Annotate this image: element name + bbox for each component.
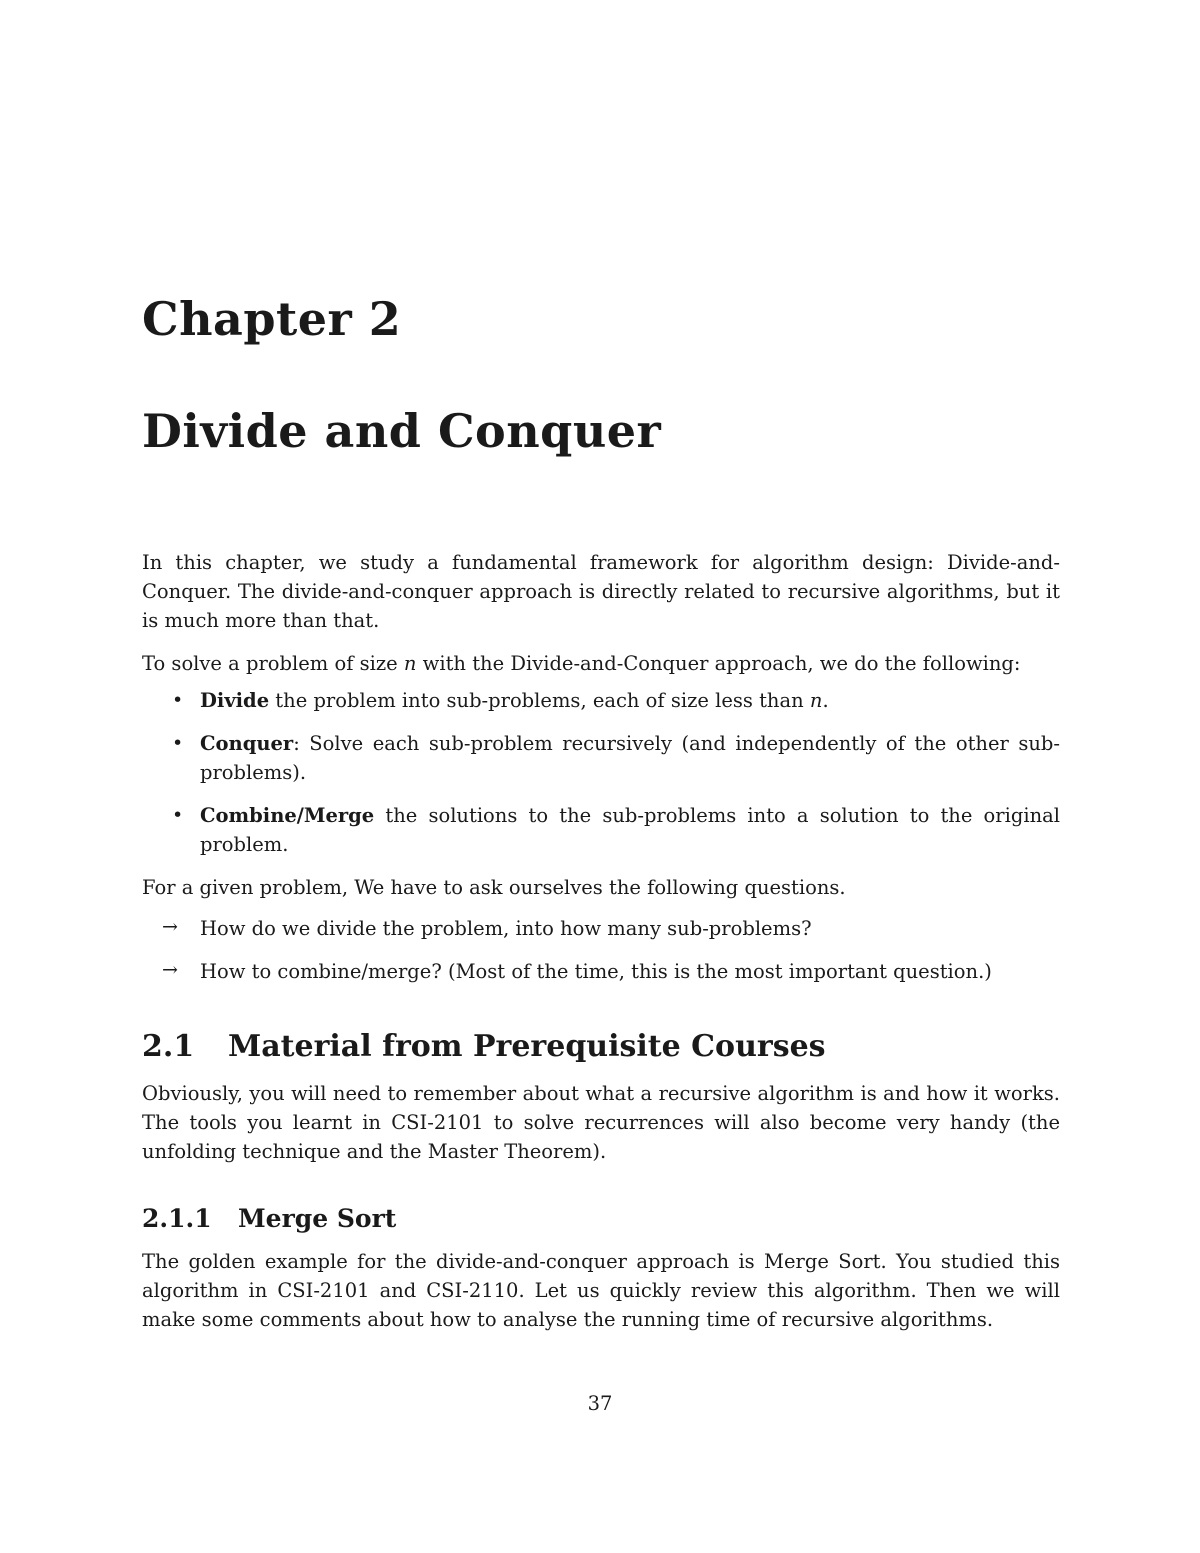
step-text: the solutions to the sub-problems into a solution to the original problem. bbox=[200, 804, 1060, 856]
bullet-icon: • bbox=[172, 689, 184, 711]
list-item-divide bbox=[142, 686, 1060, 715]
intro-paragraph: In this chapter, we study a fundamental framework for algorithm design: Divide-and-Conquer. The divide-and-conquer approach is directly related to recursive algorithms, but it is much more than that. bbox=[142, 551, 1060, 632]
subsection-paragraph: The golden example for the divide-and-conquer approach is Merge Sort. You studied this algorithm in CSI-2101 and CSI-2110. Let us quickly review this algorithm. Then we will make some comments about how to analyse the running time of recursive algorithms. bbox=[142, 1250, 1060, 1331]
list-item-question bbox=[142, 957, 1060, 986]
question-text: How to combine/merge? (Most of the time, this is the most important question.) bbox=[200, 960, 992, 983]
approach-paragraph bbox=[142, 649, 1060, 678]
subsection-number: 2.1.1 bbox=[142, 1204, 212, 1233]
subsection-title: Merge Sort bbox=[238, 1204, 397, 1233]
bullet-icon: • bbox=[172, 732, 184, 754]
approach-text-start: To solve a problem of size bbox=[142, 652, 404, 675]
variable-n: n bbox=[403, 652, 417, 675]
body-text bbox=[142, 548, 1060, 1334]
step-term: Conquer bbox=[200, 732, 294, 755]
list-item-conquer bbox=[142, 729, 1060, 787]
chapter-title: Divide and Conquer bbox=[142, 404, 662, 458]
variable-n: n bbox=[809, 689, 823, 712]
steps-list bbox=[142, 686, 1060, 859]
section-heading bbox=[142, 1029, 1060, 1064]
step-term: Combine/Merge bbox=[200, 804, 375, 827]
bullet-icon: • bbox=[172, 804, 184, 826]
section-paragraph: Obviously, you will need to remember about what a recursive algorithm is and how it works. The tools you learnt in CSI-2101 to solve recurrences will also become very handy (the unfolding technique and the Master Theorem). bbox=[142, 1082, 1060, 1163]
questions-list bbox=[142, 914, 1060, 986]
questions-intro: For a given problem, We have to ask ourselves the following questions. bbox=[142, 876, 846, 899]
section-title: Material from Prerequisite Courses bbox=[228, 1029, 826, 1064]
step-tail: . bbox=[822, 689, 829, 712]
arrow-right-icon: → bbox=[162, 916, 178, 938]
question-text: How do we divide the problem, into how many sub-problems? bbox=[200, 917, 812, 940]
step-text: the problem into sub-problems, each of size less than bbox=[269, 689, 810, 712]
step-term: Divide bbox=[200, 689, 270, 712]
section-number: 2.1 bbox=[142, 1029, 195, 1064]
list-item-combine bbox=[142, 801, 1060, 859]
approach-text-end: with the Divide-and-Conquer approach, we do the following: bbox=[416, 652, 1021, 675]
page-number: 37 bbox=[587, 1392, 613, 1415]
step-text: : Solve each sub-problem recursively (and independently of the other sub-problems). bbox=[200, 732, 1060, 784]
list-item-question bbox=[142, 914, 1060, 943]
chapter-label: Chapter 2 bbox=[142, 292, 402, 346]
arrow-right-icon: → bbox=[162, 959, 178, 981]
subsection-heading bbox=[142, 1204, 1060, 1233]
